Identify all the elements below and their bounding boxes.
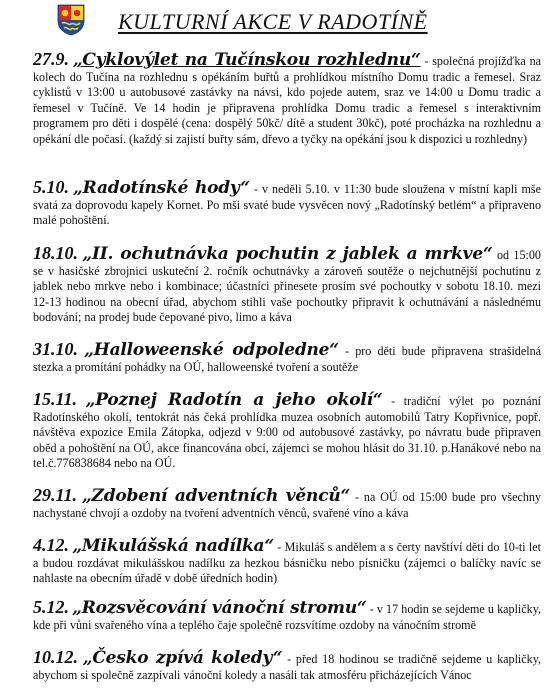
event-description: - na OÚ od 15:00 bude pro všechny nachystané chvojí a ozdoby na tvoření adventních věnců, svařené víno a káva	[33, 490, 541, 520]
event-name: „Halloweenské odpoledne“	[84, 340, 339, 360]
event-date: 15.11.	[33, 389, 78, 409]
event-item	[33, 177, 542, 229]
event-date: 5.12.	[33, 597, 69, 617]
event-description: - společná projížďka na kolech do Tučína na rozhlednu s opékáním buřtů a prohlídkou místního Domu tradic a řemesel. Sraz cyklistů v 13:00 u autobusové zastávky na návsi, kdo pojede autem, sraz ve 14:00 u Domu tradic a řemesel v Tučíně. Ve 14 hodin je připravena prohlídka Domu tradic a řemesel s interaktivním programem pro děti i dospělé (cena: dospělý 50kč/ dítě a student 30kč), poté procházka na rozhlednu a opékání dle počasí. (každý si zajistí buřty sám, dřevo a tyčky na opékání jsou k dispozici u rozhledny)	[33, 54, 541, 146]
event-name: „Zdobení adventních věnců“	[81, 486, 351, 506]
event-date: 4.12.	[33, 535, 69, 555]
event-description: - tradiční výlet po poznání Radotínského okolí, tentokrát nás čeká prohlídka muzea osobních automobilů Tatry Kopřivnice, popř. návštěva expozice Emila Zátopka, odjezd v 9:00 od autobusové zastávky, po návratu bude připraven oběd a pohoštění na OÚ, akce financována obcí, zájemci se mohou hlásit do 31.10. p.Hanákové nebo na tel.č.776838684 nebo na OÚ.	[33, 394, 542, 471]
event-item	[33, 647, 541, 683]
event-date: 29.11.	[33, 485, 78, 505]
event-item	[33, 49, 541, 148]
event-name: „II. ochutnávka pochutin z jablek a mrkve“	[82, 244, 493, 264]
event-date: 5.10.	[33, 177, 69, 197]
event-date: 18.10.	[33, 243, 78, 263]
event-name: „Mikulášská nadílka“	[72, 536, 274, 556]
event-item	[33, 243, 541, 326]
page-header	[0, 0, 557, 52]
event-date: 27.9.	[33, 49, 69, 69]
event-description: - před 18 hodinou se tradičně sejdeme u kapličky, abychom si společně zazpívali vánoční koledy a nasáli tak atmosféru přicházejících Vánoc	[33, 652, 541, 682]
event-name: „Radotínské hody“	[73, 178, 250, 198]
event-description: - v neděli 5.10. v 11:30 bude sloužena v místní kapli mše svatá za doprovodu kapely Kornet. Po mši svaté bude vysvěcen nový „Radotínský betlém“ a připraveno malé pohoštění.	[33, 182, 542, 228]
event-description: - v 17 hodin se sejdeme u kapličky, kde při vůni svařeného vína a teplého čaje společně rozsvítíme ozdoby na vánočním stromě	[33, 602, 541, 632]
village-crest-icon	[57, 4, 85, 36]
event-description: od 15:00 se v hasičské zbrojnici uskuteční 2. ročník ochutnávky a zároveň soutěže o nejchutnější pochutinu z jablek nebo mrkve nebo i kombinace; účastníci přinesete prosím své pochoutky v sobotu 18.10. mezi 12-13 hodinou na obecní úřad, abychom stihli vaše pochoutky připravit k ochutnávání a následnému bodování; na prodej bude čepované pivo, limo a káva	[33, 248, 541, 325]
event-name: „Cyklovýlet na Tučínskou rozhlednu“	[72, 50, 421, 70]
event-name: „Poznej Radotín a jeho okolí“	[85, 390, 383, 410]
event-description: - Mikuláš s andělem a s čerty navštíví děti do 10-ti let a budou rozdávat mikulášskou nadílku za hezkou básničku nebo písničku (zájemci o balíčky navíc se nahlaste na obecním úřadě v době úředních hodin)	[33, 540, 541, 586]
page-title: KULTURNÍ AKCE V RADOTÍNĚ	[118, 9, 428, 34]
event-description: - pro děti bude připravena strašidelná stezka a promítání pohádky na OÚ, halloweenské tvoření a soutěže	[33, 344, 541, 374]
event-item	[33, 485, 541, 521]
event-item	[33, 389, 542, 472]
event-date: 10.12.	[33, 647, 78, 667]
event-item	[33, 535, 541, 587]
event-name: „Rozsvěcování vánoční stromu“	[72, 598, 367, 618]
event-item	[33, 339, 541, 375]
event-name: „Česko zpívá koledy“	[82, 648, 283, 668]
event-item	[33, 597, 541, 633]
event-date: 31.10.	[33, 339, 78, 359]
